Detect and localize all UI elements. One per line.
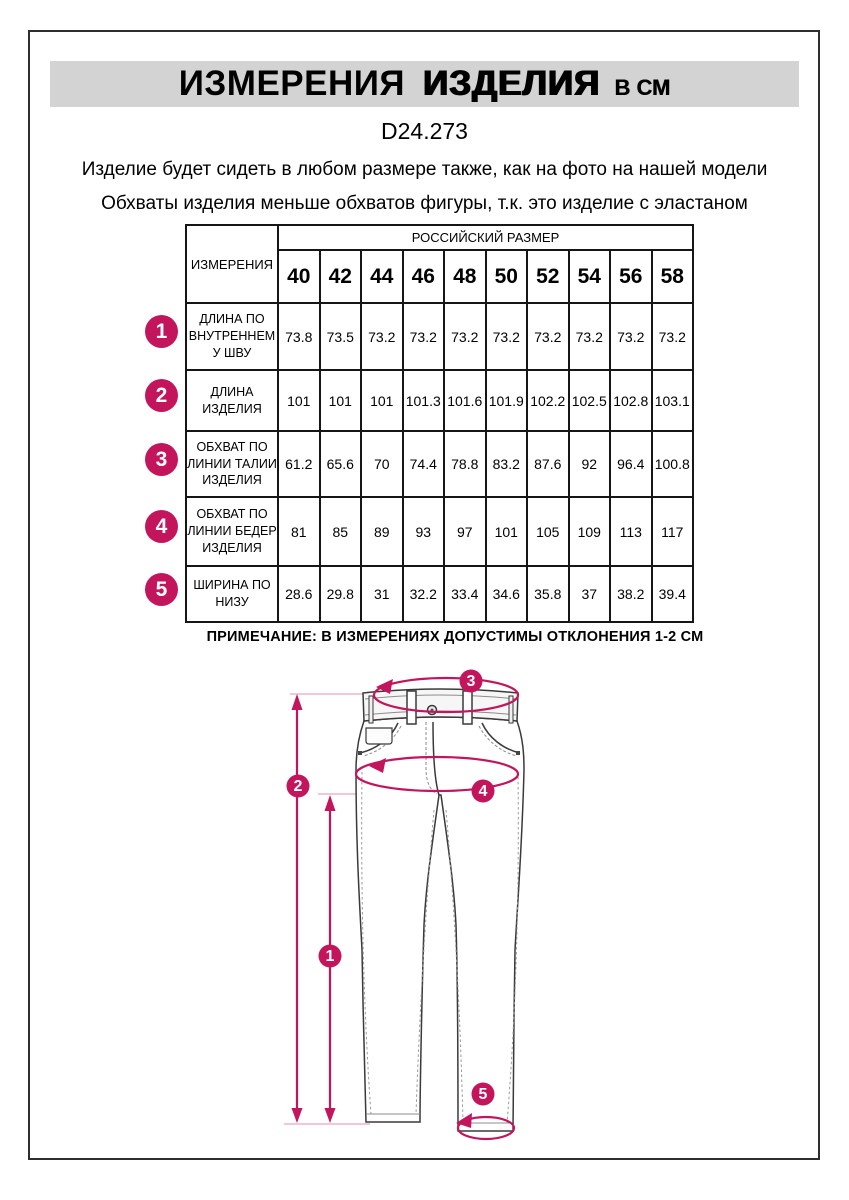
measurement-value: 39.4 xyxy=(652,566,694,622)
measurement-label: ОБХВАТ ПО ЛИНИИ БЕДЕР ИЗДЕЛИЯ xyxy=(186,497,278,566)
measurement-value: 37 xyxy=(569,566,611,622)
belt-loop-side-right xyxy=(509,696,513,723)
page-title: ИЗМЕРЕНИЯ xyxy=(178,64,406,103)
size-table-wrap xyxy=(185,224,694,623)
size-col-header: 42 xyxy=(320,250,362,303)
measurement-value: 102.2 xyxy=(527,370,569,431)
size-col-header: 50 xyxy=(486,250,528,303)
measurement-value: 96.4 xyxy=(610,431,652,497)
page-title-emphasis: ИЗДЕЛИЯ xyxy=(423,64,601,103)
measurement-value: 74.4 xyxy=(403,431,445,497)
measurement-value: 73.8 xyxy=(278,303,320,370)
measurement-value: 100.8 xyxy=(652,431,694,497)
measurement-value: 105 xyxy=(527,497,569,566)
measurement-value: 117 xyxy=(652,497,694,566)
measurement-value: 101.6 xyxy=(444,370,486,431)
measurement-value: 32.2 xyxy=(403,566,445,622)
marker-3-label: 3 xyxy=(466,673,476,690)
size-col-header: 54 xyxy=(569,250,611,303)
belt-loop-side-left xyxy=(369,696,373,723)
coin-pocket xyxy=(366,728,392,744)
measurement-value: 103.1 xyxy=(652,370,694,431)
measurement-value: 113 xyxy=(610,497,652,566)
measurement-value: 34.6 xyxy=(486,566,528,622)
measurement-label: ДЛИНА ИЗДЕЛИЯ xyxy=(186,370,278,431)
marker-2-label: 2 xyxy=(293,778,303,795)
measurement-value: 28.6 xyxy=(278,566,320,622)
tolerance-note: ПРИМЕЧАНИЕ: В ИЗМЕРЕНИЯХ ДОПУСТИМЫ ОТКЛОНЕНИЯ 1-2 СМ xyxy=(206,629,704,645)
measurement-value: 31 xyxy=(361,566,403,622)
table-row xyxy=(186,303,693,370)
measurement-value: 109 xyxy=(569,497,611,566)
measurement-value: 81 xyxy=(278,497,320,566)
marker-5-label: 5 xyxy=(478,1086,488,1103)
measurement-value: 73.2 xyxy=(610,303,652,370)
measurement-value: 101 xyxy=(278,370,320,431)
article-number: D24.273 xyxy=(381,118,468,144)
measurement-value: 61.2 xyxy=(278,431,320,497)
measurement-value: 33.4 xyxy=(444,566,486,622)
subtitle-fit: Изделие будет сидеть в любом размере также, как на фото на нашей модели xyxy=(81,159,768,180)
measurement-label: ДЛИНА ПО ВНУТРЕННЕМУ ШВУ xyxy=(186,303,278,370)
measurement-value: 73.2 xyxy=(444,303,486,370)
row-marker: 3 xyxy=(145,443,178,476)
measurement-value: 73.2 xyxy=(486,303,528,370)
size-table xyxy=(185,224,694,623)
title-band xyxy=(50,61,799,107)
size-col-header: 44 xyxy=(361,250,403,303)
rivet-right xyxy=(516,751,520,755)
measurement-label: ОБХВАТ ПО ЛИНИИ ТАЛИИ ИЗДЕЛИЯ xyxy=(186,431,278,497)
measurement-value: 87.6 xyxy=(527,431,569,497)
measurement-value: 78.8 xyxy=(444,431,486,497)
measurement-value: 93 xyxy=(403,497,445,566)
measurement-value: 85 xyxy=(320,497,362,566)
marker-1-label: 1 xyxy=(325,948,335,965)
measurement-value: 101.9 xyxy=(486,370,528,431)
measurement-value: 101 xyxy=(486,497,528,566)
measurement-value: 83.2 xyxy=(486,431,528,497)
title-unit: В СМ xyxy=(614,75,671,100)
measurement-value: 89 xyxy=(361,497,403,566)
size-col-header: 52 xyxy=(527,250,569,303)
measurement-value: 101.3 xyxy=(403,370,445,431)
row-marker: 5 xyxy=(145,573,178,606)
measurement-label: ШИРИНА ПО НИЗУ xyxy=(186,566,278,622)
measurement-value: 29.8 xyxy=(320,566,362,622)
size-col-header: 56 xyxy=(610,250,652,303)
jeans-outline xyxy=(356,689,524,1131)
row-marker: 2 xyxy=(145,379,178,412)
measurement-value: 38.2 xyxy=(610,566,652,622)
measurement-value: 92 xyxy=(569,431,611,497)
measurement-value: 70 xyxy=(361,431,403,497)
measurement-value: 97 xyxy=(444,497,486,566)
size-col-header: 40 xyxy=(278,250,320,303)
belt-loop-right xyxy=(463,691,472,724)
rivet-left xyxy=(358,751,362,755)
table-row xyxy=(186,497,693,566)
measurement-value: 101 xyxy=(320,370,362,431)
measurement-value: 102.5 xyxy=(569,370,611,431)
belt-loop-left xyxy=(407,691,416,724)
measurement-value: 73.2 xyxy=(569,303,611,370)
measurement-value: 73.2 xyxy=(527,303,569,370)
measurement-value: 73.2 xyxy=(361,303,403,370)
measurement-value: 65.6 xyxy=(320,431,362,497)
table-row xyxy=(186,370,693,431)
table-row xyxy=(186,566,693,622)
subtitle-elastane: Обхваты изделия меньше обхватов фигуры, т.к. это изделие с эластаном xyxy=(101,193,748,214)
measurement-value: 35.8 xyxy=(527,566,569,622)
jeans-technical-drawing xyxy=(270,660,610,1170)
marker-4-label: 4 xyxy=(478,783,488,800)
jeans-body xyxy=(356,717,524,1131)
row-marker: 4 xyxy=(145,510,178,543)
table-corner-label: ИЗМЕРЕНИЯ xyxy=(186,225,278,303)
measurement-value: 73.2 xyxy=(403,303,445,370)
measurement-value: 73.2 xyxy=(652,303,694,370)
size-col-header: 48 xyxy=(444,250,486,303)
table-row xyxy=(186,431,693,497)
size-col-header: 46 xyxy=(403,250,445,303)
measurement-value: 73.5 xyxy=(320,303,362,370)
size-col-header: 58 xyxy=(652,250,694,303)
russian-size-header: РОССИЙСКИЙ РАЗМЕР xyxy=(278,225,693,250)
measurement-value: 102.8 xyxy=(610,370,652,431)
jeans-diagram-svg xyxy=(270,660,610,1170)
row-marker: 1 xyxy=(145,315,178,348)
measurement-value: 101 xyxy=(361,370,403,431)
